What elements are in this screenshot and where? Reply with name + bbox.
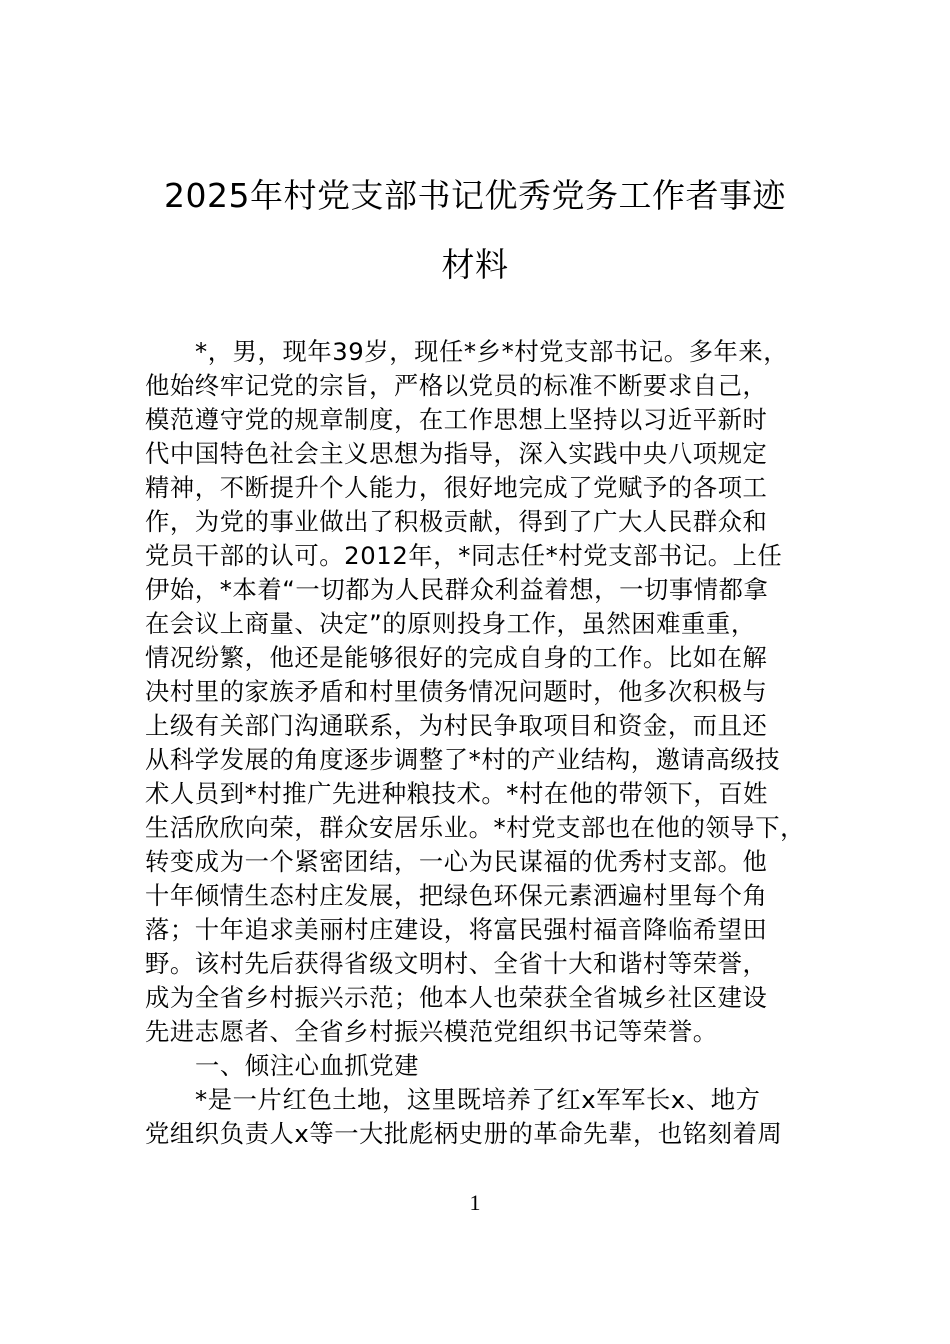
paragraph-line: 作，为党的事业做出了积极贡献，得到了广大人民群众和 [145,507,768,536]
paragraph-line: 在会议上商量、决定”的原则投身工作，虽然困难重重， [145,609,756,638]
paragraph-line: 术人员到*村推广先进种粮技术。*村在他的带领下，百姓 [145,779,769,808]
document-title-line-1: 2025年村党支部书记优秀党务工作者事迹 [164,176,786,215]
paragraph-line: 模范遵守党的规章制度，在工作思想上坚持以习近平新时 [145,405,768,434]
paragraph-line: 野。该村先后获得省级文明村、全省十大和谐村等荣誉， [145,949,768,978]
paragraph-line: 落；十年追求美丽村庄建设，将富民强村福音降临希望田 [145,915,768,944]
paragraph-line: 他始终牢记党的宗旨，严格以党员的标准不断要求自己， [145,371,768,400]
paragraph-line: *，男，现年39岁，现任*乡*村党支部书记。多年来， [195,337,789,366]
paragraph-line: 决村里的家族矛盾和村里债务情况问题时，他多次积极与 [145,677,768,706]
paragraph-line: 成为全省乡村振兴示范；他本人也荣获全省城乡社区建设 [145,983,768,1012]
paragraph-line: 上级有关部门沟通联系，为村民争取项目和资金，而且还 [145,711,768,740]
paragraph-line: *是一片红色土地，这里既培养了红x军军长x、地方 [195,1085,761,1114]
paragraph-line: 党员干部的认可。2012年，*同志任*村党支部书记。上任 [145,541,783,570]
paragraph-line: 转变成为一个紧密团结，一心为民谋福的优秀村支部。他 [145,847,768,876]
paragraph-line: 十年倾情生态村庄发展，把绿色环保元素洒遍村里每个角 [145,881,768,910]
document-title-line-2: 材料 [441,245,509,284]
paragraph-line: 伊始，*本着“一切都为人民群众利益着想，一切事情都拿 [145,575,769,604]
paragraph-line: 党组织负责人x等一大批彪柄史册的革命先辈，也铭刻着周 [145,1119,783,1148]
page-number: 1 [469,1190,481,1215]
paragraph-line: 代中国特色社会主义思想为指导，深入实践中央八项规定 [145,439,768,468]
paragraph-line: 精神，不断提升个人能力，很好地完成了党赋予的各项工 [145,473,768,502]
paragraph-line: 先进志愿者、全省乡村振兴模范党组织书记等荣誉。 [145,1017,718,1046]
paragraph-line: 从科学发展的角度逐步调整了*村的产业结构，邀请高级技 [145,745,781,774]
paragraph-line: 生活欣欣向荣，群众安居乐业。*村党支部也在他的领导下， [145,813,806,842]
paragraph-line: 情况纷繁，他还是能够很好的完成自身的工作。比如在解 [145,643,768,672]
section-heading: 一、倾注心血抓党建 [195,1051,420,1080]
